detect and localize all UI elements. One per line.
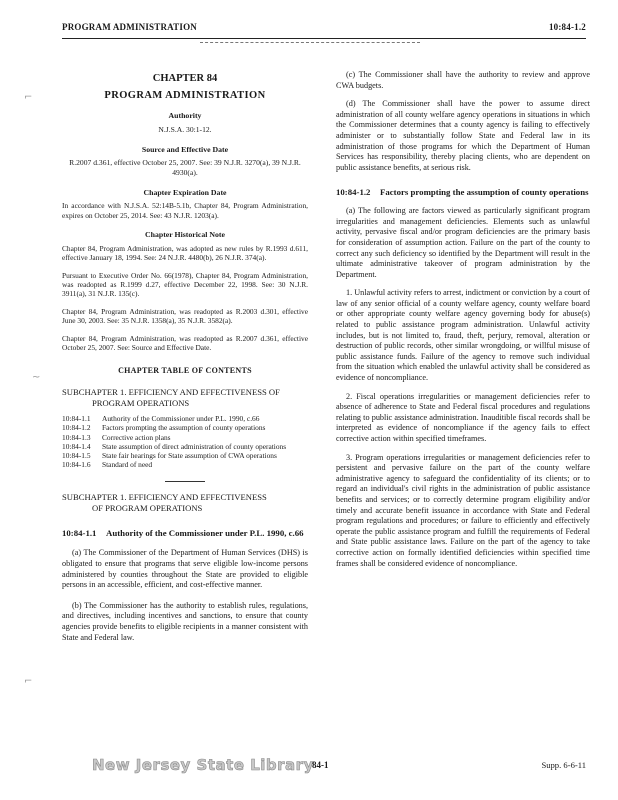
chapter-title: PROGRAM ADMINISTRATION (104, 89, 266, 101)
history-paragraph: Chapter 84, Program Administration, was adopted as new rules by R.1993 d.611, effective January 18, 1994. See: 24 N.J.R. 4480(b), 26 N.J.R. 374(a). (62, 243, 308, 263)
toc-entry-title: State assumption of direct administration of county operations (102, 441, 287, 451)
toc-entry[interactable] (62, 451, 308, 460)
running-head-section: 10:84-1.2 (548, 22, 586, 32)
toc-subchapter-line: PROGRAM OPERATIONS (92, 397, 190, 408)
history-paragraph: Chapter 84, Program Administration, was readopted as R.2003 d.301, effective June 30, 2003. See: 35 N.J.R. 1358(a), 35 N.J.R. 3582(a). (62, 306, 308, 326)
toc-list (62, 414, 308, 469)
margin-mark: ~ (32, 372, 41, 383)
source-text: R.2007 d.361, effective October 25, 2007. See: 39 N.J.R. 3270(a), 39 N.J.R. 4930(a). (69, 158, 301, 177)
toc-entry[interactable] (62, 442, 308, 451)
body-paragraph: (d) The Commissioner shall have the power to assume direct administration of all county welfare agency operations in situations in which the Commissioner determines that a county agency is failing to effectively administer or to substantially follow State and Federal law in its administration of those programs for which the Department of Human Services has responsibility, thereby placing clients, who are dependent on public assistance benefits, at serious risk. (336, 99, 590, 172)
body-paragraph: 2. Fiscal operations irregularities or management deficiencies refer to absence of adherence to State and Federal fiscal procedures and regulations relating to public assistance administration. Inauditible fiscal records shall be interpreted as evidence of noncompliance if the agency fails to effect corrective action within specified timeframes. (336, 391, 590, 444)
margin-mark: ⌐ (24, 676, 33, 687)
section-heading (62, 528, 308, 539)
toc-entry-number: 10:84-1.6 (62, 460, 91, 470)
subchapter-line: OF PROGRAM OPERATIONS (92, 503, 203, 514)
authority-heading: Authority (168, 111, 202, 121)
page-footer (62, 756, 586, 776)
source-heading: Source and Effective Date (141, 144, 229, 154)
margin-mark: ⌐ (24, 92, 33, 103)
toc-entry[interactable] (62, 423, 308, 432)
toc-entry[interactable] (62, 460, 308, 469)
toc-entry-title: Authority of the Commissioner under P.L. 1990, c.66 (102, 414, 260, 424)
toc-entry-number: 10:84-1.4 (62, 441, 91, 451)
body-paragraph: (a) The Commissioner of the Department of Human Services (DHS) is obligated to ensure that programs that serve eligible low-income persons administered by counties throughout the State are provided to eligible persons in an accessible, efficient, and cost-effective manner. (62, 548, 308, 590)
toc-entry-title: Factors prompting the assumption of county operations (102, 423, 266, 433)
page-number: 84-1 (312, 760, 329, 770)
history-paragraph: Pursuant to Executive Order No. 66(1978), Chapter 84, Program Administration, was readopted as R.1999 d.27, effective December 22, 1998. See: 30 N.J.R. 3911(a), 31 N.J.R. 135(c). (62, 270, 308, 299)
subchapter-heading (62, 492, 308, 513)
section-number: 10:84-1.1 (62, 527, 97, 538)
history-paragraph: Chapter 84, Program Administration, was readopted as R.2007 d.361, effective October 25, 2007. See: Source and Effective Date. (62, 333, 308, 353)
library-stamp: New Jersey State Library (92, 756, 314, 774)
chapter-number: CHAPTER 84 (152, 73, 218, 84)
toc-entry-number: 10:84-1.1 (62, 414, 91, 424)
toc-entry[interactable] (62, 414, 308, 423)
section-number: 10:84-1.2 (336, 187, 371, 198)
toc-subchapter-heading (62, 387, 308, 408)
body-paragraph: (a) The following are factors viewed as particularly significant program irregularities and management deficiencies. Elements such as unlawful activity, pervasive fiscal and/or program deficiencies are the primary basis for consideration of assumption action. Failure on the part of the county to correct any such deficiency so identified by the Department will result in the ultimate administrative takeover of program administration by the Department. (336, 206, 590, 279)
section-divider (165, 481, 205, 482)
running-head-title: PROGRAM ADMINISTRATION (62, 22, 197, 32)
section-heading (336, 187, 590, 198)
toc-subchapter-line: SUBCHAPTER 1. EFFICIENCY AND EFFECTIVENESS OF (62, 387, 280, 398)
subchapter-line: SUBCHAPTER 1. EFFICIENCY AND EFFECTIVENESS (62, 492, 267, 503)
expiration-text: In accordance with N.J.S.A. 52:14B-5.1b, Chapter 84, Program Administration, expires on October 25, 2014. See: 43 N.J.R. 1203(a). (62, 201, 308, 220)
toc-entry-title: Standard of need (102, 460, 153, 470)
section-title: Factors prompting the assumption of county operations (380, 187, 589, 198)
toc-entry-number: 10:84-1.3 (62, 432, 91, 442)
expiration-heading: Chapter Expiration Date (143, 187, 227, 197)
header-rule-dashed (200, 42, 420, 43)
history-heading: Chapter Historical Note (145, 230, 225, 240)
header-rule (62, 38, 586, 39)
toc-entry-number: 10:84-1.2 (62, 423, 91, 433)
toc-entry-number: 10:84-1.5 (62, 451, 91, 461)
body-paragraph: 1. Unlawful activity refers to arrest, indictment or conviction by a court of law of any senior official of a county welfare agency, county welfare board or other appropriate county welfare agency governing body for abuse(s) related to public assistance program administration. Unlawful activity includes, but is not limited to, fraud, theft, perjury, removal, alteration or destruction of public records, other similar wrongdoing, or willful misuse of public assistance funds. Failure of the agency to remove such individual from the situation which enabled the unlawful activity shall be considered as evidence of noncompliance. (336, 288, 590, 383)
toc-entry-title: Corrective action plans (102, 432, 171, 442)
body-paragraph: (c) The Commissioner shall have the authority to review and approve CWA budgets. (336, 70, 590, 90)
supplement-date: Supp. 6-6-11 (541, 760, 586, 770)
running-head (62, 22, 586, 36)
body-paragraph: 3. Program operations irregularities or management deficiencies refer to persistent and pervasive failure on the part of the county welfare administrative agency to safeguard the confidentiality of its clients; or to regard an individual's civil rights in the administration of public assistance benefits and services; or to correctly determine program eligibility and/or timely and accurate benefit issuance in accordance with State and Federal program regulations and procedures; or failure to efficiently and effectively operate the public assistance program and fulfill the requirements of Federal and State public assistance laws. Failure on the part of the agency to take corrective action on formally identified deficiencies within specified time frames shall be considered evidence of noncompliance. (336, 452, 590, 568)
toc-entry-title: State fair hearings for State assumption of CWA operations (102, 451, 277, 461)
authority-text: N.J.S.A. 30:1-12. (158, 124, 212, 134)
right-column (336, 70, 590, 569)
toc-heading: CHAPTER TABLE OF CONTENTS (118, 366, 252, 376)
left-column (62, 70, 308, 643)
section-title: Authority of the Commissioner under P.L. 1990, c.66 (106, 527, 304, 538)
toc-entry[interactable] (62, 433, 308, 442)
body-paragraph: (b) The Commissioner has the authority to establish rules, regulations, and directives, including incentives and sanctions, to ensure that county agencies provide benefits to eligible recipients in a manner consistent with State and Federal law. (62, 600, 308, 642)
